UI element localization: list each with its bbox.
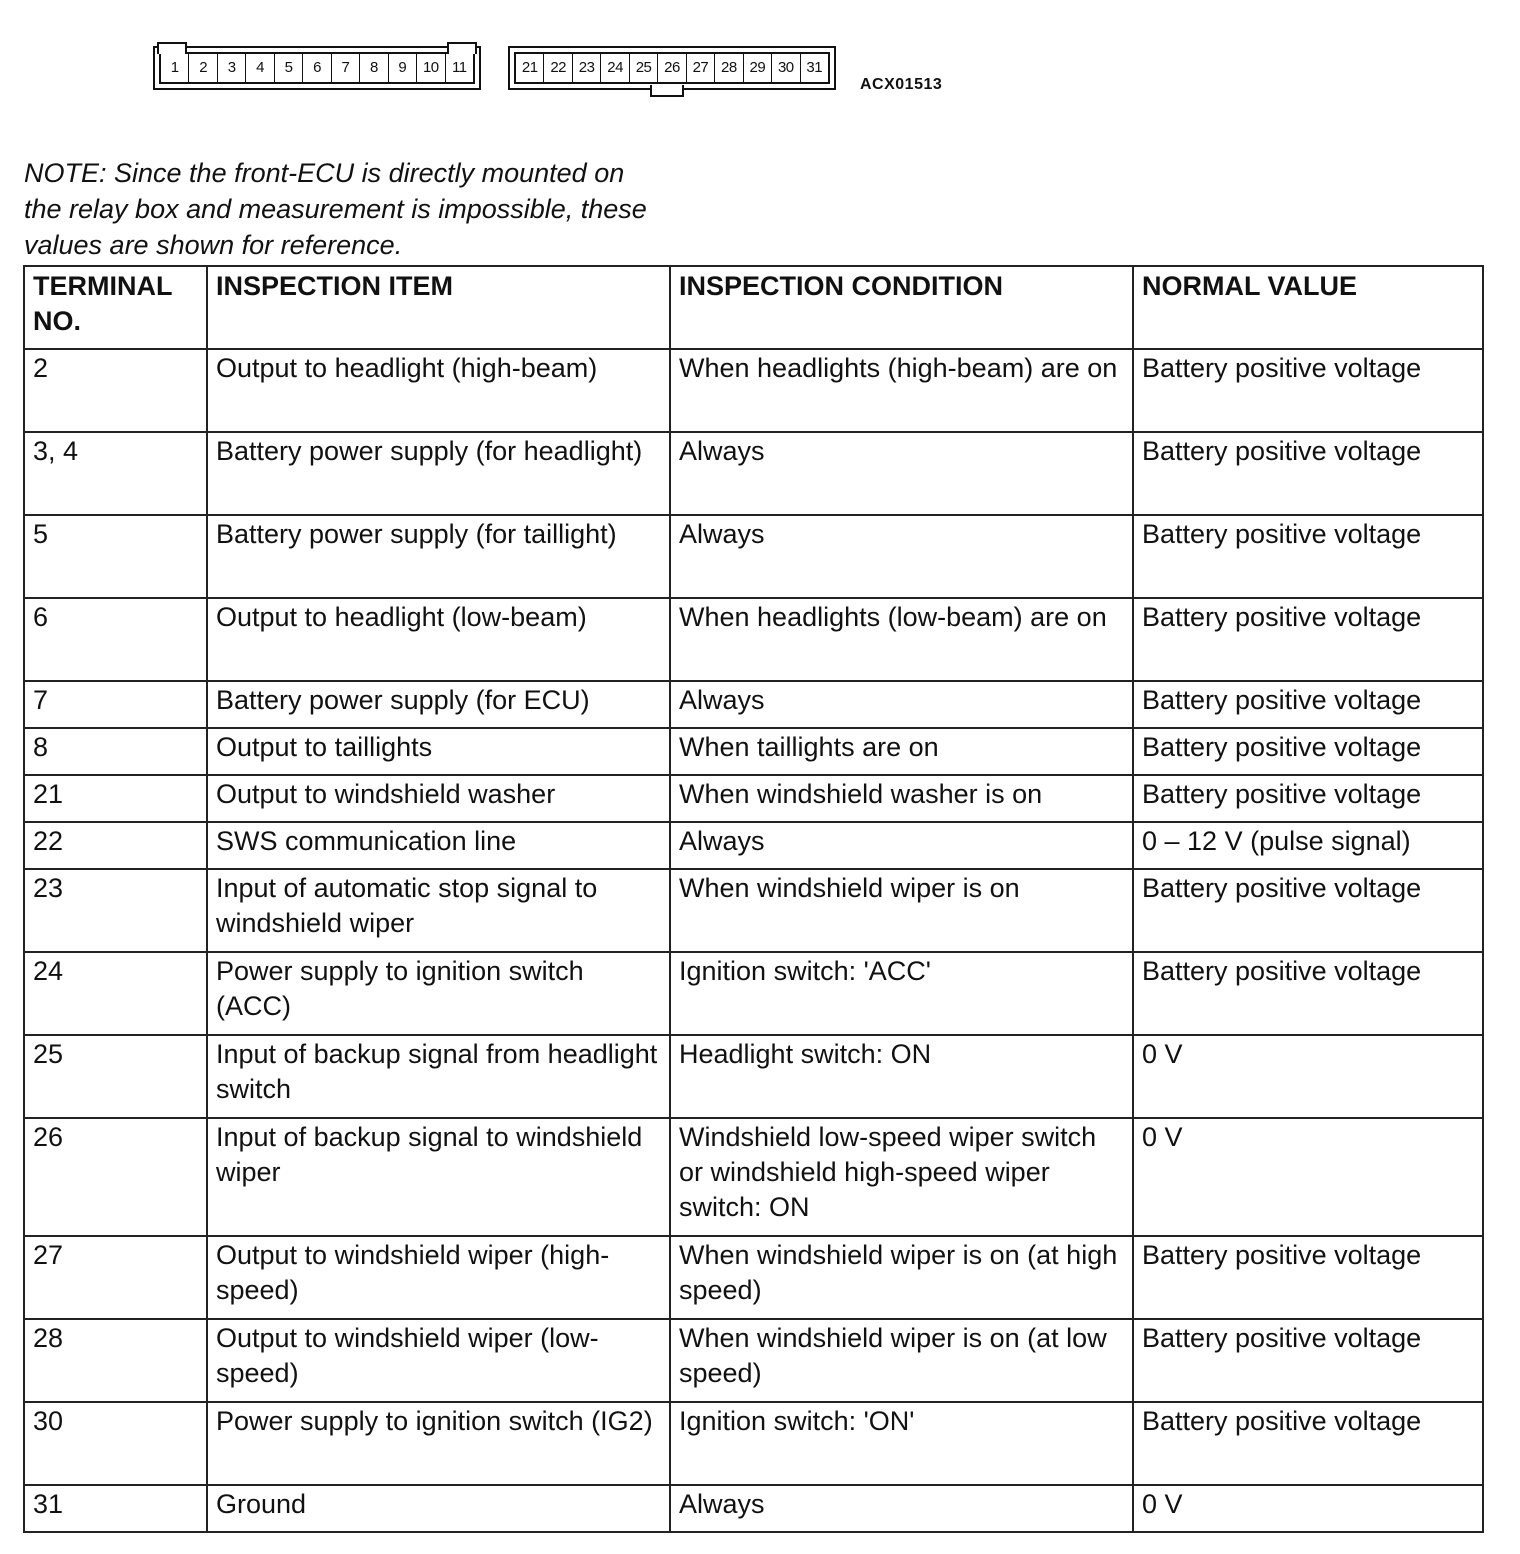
cell-terminal-no: 30 bbox=[24, 1402, 207, 1485]
note-line: NOTE: Since the front-ECU is directly mounted on bbox=[24, 158, 625, 188]
cell-inspection-condition: Always bbox=[670, 515, 1133, 598]
cell-terminal-no: 6 bbox=[24, 598, 207, 681]
cell-terminal-no: 2 bbox=[24, 349, 207, 432]
connector-pin: 30 bbox=[772, 54, 800, 82]
table-row bbox=[24, 681, 1483, 728]
cell-inspection-item: Output to windshield washer bbox=[207, 775, 670, 822]
cell-inspection-condition: Always bbox=[670, 1485, 1133, 1532]
connector-pin: 1 bbox=[161, 54, 189, 82]
cell-normal-value: Battery positive voltage bbox=[1133, 432, 1483, 515]
table-row bbox=[24, 869, 1483, 952]
cell-terminal-no: 28 bbox=[24, 1319, 207, 1402]
cell-normal-value: Battery positive voltage bbox=[1133, 869, 1483, 952]
cell-inspection-item: Output to windshield wiper (low-speed) bbox=[207, 1319, 670, 1402]
cell-inspection-item: Input of backup signal to windshield wiper bbox=[207, 1118, 670, 1236]
cell-inspection-item: Output to windshield wiper (high-speed) bbox=[207, 1236, 670, 1319]
connector-pin: 8 bbox=[360, 54, 388, 82]
cell-inspection-condition: Always bbox=[670, 822, 1133, 869]
connector-left bbox=[153, 46, 481, 90]
connector-pin: 11 bbox=[451, 59, 467, 76]
cell-normal-value: Battery positive voltage bbox=[1133, 681, 1483, 728]
reference-note bbox=[24, 155, 754, 263]
cell-normal-value: Battery positive voltage bbox=[1133, 349, 1483, 432]
cell-inspection-condition: When windshield wiper is on bbox=[670, 869, 1133, 952]
cell-inspection-item: Battery power supply (for taillight) bbox=[207, 515, 670, 598]
cell-inspection-condition: Headlight switch: ON bbox=[670, 1035, 1133, 1118]
cell-terminal-no: 27 bbox=[24, 1236, 207, 1319]
connector-pin: 9 bbox=[389, 54, 417, 82]
connector-pin: 7 bbox=[332, 54, 360, 82]
cell-inspection-condition: Windshield low-speed wiper switch or windshield high-speed wiper switch: ON bbox=[670, 1118, 1133, 1236]
table-row bbox=[24, 1035, 1483, 1118]
table-body bbox=[24, 349, 1483, 1532]
cell-terminal-no: 8 bbox=[24, 728, 207, 775]
cell-normal-value: Battery positive voltage bbox=[1133, 775, 1483, 822]
cell-inspection-item: Power supply to ignition switch (IG2) bbox=[207, 1402, 670, 1485]
cell-inspection-condition: When headlights (high-beam) are on bbox=[670, 349, 1133, 432]
cell-normal-value: Battery positive voltage bbox=[1133, 1236, 1483, 1319]
cell-terminal-no: 21 bbox=[24, 775, 207, 822]
connector-left-pins bbox=[159, 52, 475, 84]
figure-reference-code: ACX01513 bbox=[860, 76, 943, 93]
cell-normal-value: 0 V bbox=[1133, 1035, 1483, 1118]
connector-pin: 23 bbox=[573, 54, 601, 82]
connector-pin: 21 bbox=[516, 54, 544, 82]
cell-normal-value: Battery positive voltage bbox=[1133, 598, 1483, 681]
table-row bbox=[24, 1118, 1483, 1236]
cell-inspection-item: Power supply to ignition switch (ACC) bbox=[207, 952, 670, 1035]
cell-normal-value: Battery positive voltage bbox=[1133, 1402, 1483, 1485]
cell-normal-value: 0 – 12 V (pulse signal) bbox=[1133, 822, 1483, 869]
table-header-row bbox=[24, 266, 1483, 349]
cell-inspection-item: Output to headlight (low-beam) bbox=[207, 598, 670, 681]
cell-normal-value: Battery positive voltage bbox=[1133, 952, 1483, 1035]
cell-terminal-no: 24 bbox=[24, 952, 207, 1035]
cell-inspection-item: Input of automatic stop signal to windshield wiper bbox=[207, 869, 670, 952]
cell-terminal-no: 5 bbox=[24, 515, 207, 598]
table-row bbox=[24, 822, 1483, 869]
cell-inspection-condition: When taillights are on bbox=[670, 728, 1133, 775]
cell-inspection-condition: Always bbox=[670, 432, 1133, 515]
header-normal-value: NORMAL VALUE bbox=[1133, 266, 1483, 349]
cell-normal-value: Battery positive voltage bbox=[1133, 515, 1483, 598]
table-row bbox=[24, 598, 1483, 681]
connector-diagram bbox=[153, 46, 973, 106]
cell-inspection-item: Battery power supply (for headlight) bbox=[207, 432, 670, 515]
connector-pin: 29 bbox=[744, 54, 772, 82]
cell-inspection-item: SWS communication line bbox=[207, 822, 670, 869]
connector-latch-bottom bbox=[650, 85, 684, 97]
cell-terminal-no: 7 bbox=[24, 681, 207, 728]
connector-pin: 4 bbox=[246, 54, 274, 82]
cell-inspection-condition: Always bbox=[670, 681, 1133, 728]
connector-pin: 22 bbox=[544, 54, 572, 82]
connector-pin: 3 bbox=[218, 54, 246, 82]
cell-inspection-condition: When windshield wiper is on (at high speed) bbox=[670, 1236, 1133, 1319]
cell-terminal-no: 22 bbox=[24, 822, 207, 869]
terminal-inspection-table bbox=[23, 265, 1484, 1533]
table-row bbox=[24, 1485, 1483, 1532]
cell-normal-value: 0 V bbox=[1133, 1485, 1483, 1532]
connector-latch-right bbox=[447, 42, 477, 54]
table-row bbox=[24, 515, 1483, 598]
connector-pin: 5 bbox=[275, 54, 303, 82]
connector-pin: 6 bbox=[303, 54, 331, 82]
connector-pin: 2 bbox=[189, 54, 217, 82]
header-inspection-item: INSPECTION ITEM bbox=[207, 266, 670, 349]
cell-inspection-item: Output to headlight (high-beam) bbox=[207, 349, 670, 432]
connector-pin: 27 bbox=[687, 54, 715, 82]
cell-normal-value: Battery positive voltage bbox=[1133, 1319, 1483, 1402]
cell-normal-value: 0 V bbox=[1133, 1118, 1483, 1236]
connector-latch-left bbox=[157, 42, 187, 54]
cell-inspection-condition: When headlights (low-beam) are on bbox=[670, 598, 1133, 681]
cell-normal-value: Battery positive voltage bbox=[1133, 728, 1483, 775]
cell-terminal-no: 25 bbox=[24, 1035, 207, 1118]
cell-terminal-no: 31 bbox=[24, 1485, 207, 1532]
cell-inspection-condition: Ignition switch: 'ACC' bbox=[670, 952, 1133, 1035]
table-row bbox=[24, 952, 1483, 1035]
header-terminal-no: TERMINAL NO. bbox=[24, 266, 207, 349]
table-row bbox=[24, 1236, 1483, 1319]
cell-terminal-no: 3, 4 bbox=[24, 432, 207, 515]
cell-inspection-item: Output to taillights bbox=[207, 728, 670, 775]
connector-pin: 31 bbox=[806, 59, 823, 76]
table-row bbox=[24, 1319, 1483, 1402]
connector-right bbox=[508, 46, 836, 90]
cell-inspection-item: Ground bbox=[207, 1485, 670, 1532]
connector-right-pins bbox=[514, 52, 830, 84]
cell-terminal-no: 26 bbox=[24, 1118, 207, 1236]
note-line: values are shown for reference. bbox=[24, 230, 403, 260]
table-row bbox=[24, 775, 1483, 822]
connector-pin: 26 bbox=[658, 54, 686, 82]
table-row bbox=[24, 728, 1483, 775]
table-row bbox=[24, 1402, 1483, 1485]
connector-pin: 10 bbox=[417, 54, 445, 82]
cell-inspection-condition: Ignition switch: 'ON' bbox=[670, 1402, 1133, 1485]
cell-inspection-condition: When windshield wiper is on (at low speed) bbox=[670, 1319, 1133, 1402]
connector-pin: 24 bbox=[601, 54, 629, 82]
header-inspection-condition: INSPECTION CONDITION bbox=[670, 266, 1133, 349]
table-row bbox=[24, 432, 1483, 515]
table-row bbox=[24, 349, 1483, 432]
cell-inspection-condition: When windshield washer is on bbox=[670, 775, 1133, 822]
note-line: the relay box and measurement is impossible, these bbox=[24, 194, 647, 224]
cell-terminal-no: 23 bbox=[24, 869, 207, 952]
cell-inspection-item: Input of backup signal from headlight switch bbox=[207, 1035, 670, 1118]
cell-inspection-item: Battery power supply (for ECU) bbox=[207, 681, 670, 728]
connector-pin: 28 bbox=[715, 54, 743, 82]
connector-pin: 25 bbox=[630, 54, 658, 82]
